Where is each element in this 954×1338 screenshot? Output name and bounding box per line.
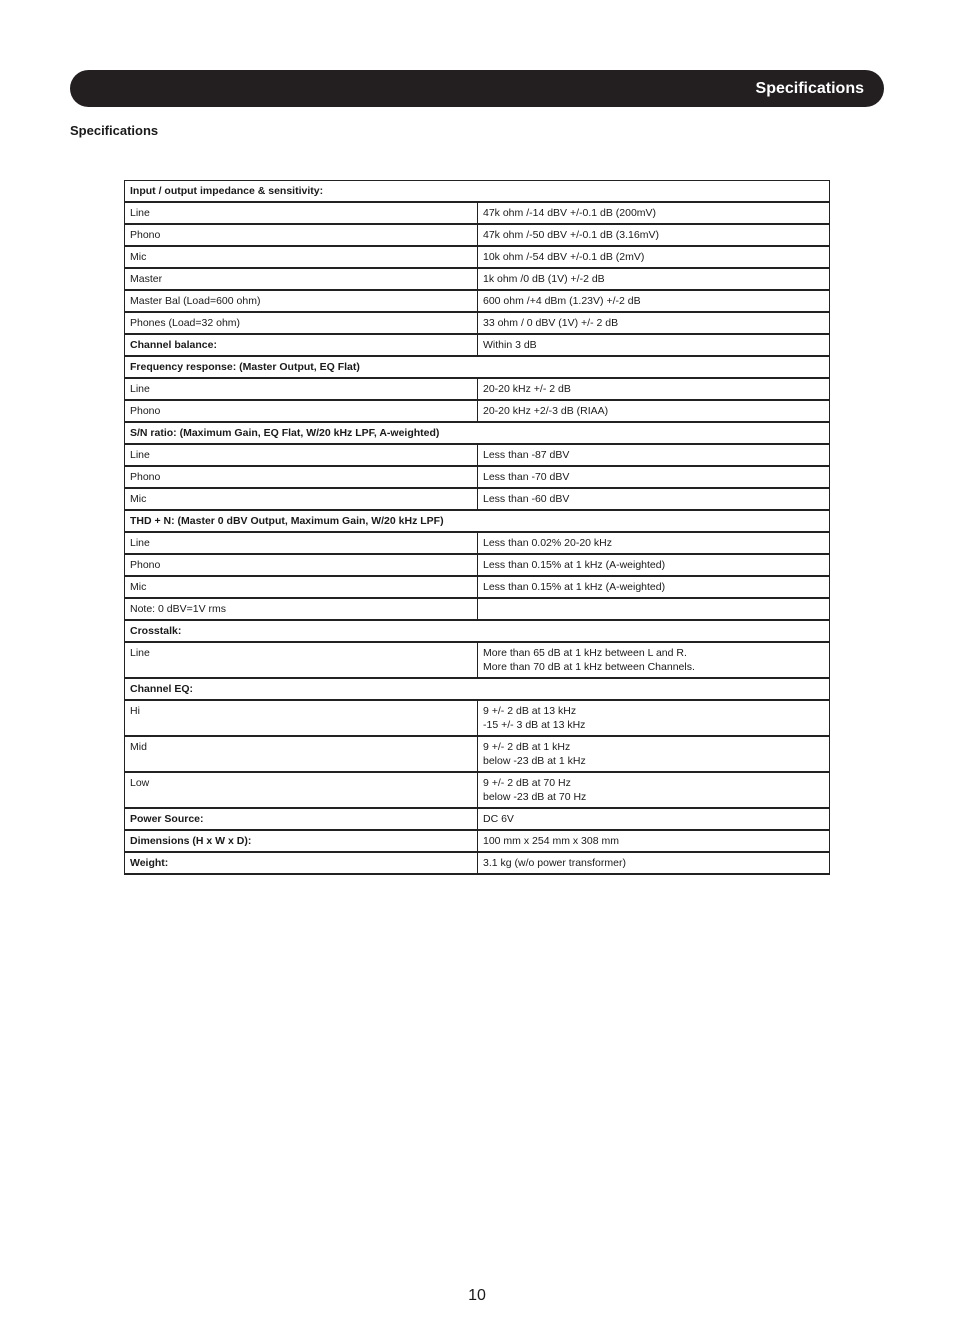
table-row (125, 334, 830, 356)
table-row (125, 290, 830, 312)
row-label: Dimensions (H x W x D): (125, 830, 478, 852)
row-value: Less than -60 dBV (478, 488, 830, 510)
table-row (125, 772, 830, 808)
table-row (125, 736, 830, 772)
row-label: Phono (125, 400, 478, 422)
row-value: 47k ohm /-14 dBV +/-0.1 dB (200mV) (478, 202, 830, 224)
row-label: Line (125, 642, 478, 678)
row-label: Phono (125, 224, 478, 246)
row-value: 20-20 kHz +/- 2 dB (478, 378, 830, 400)
row-value: DC 6V (478, 808, 830, 830)
row-value: 1k ohm /0 dB (1V) +/-2 dB (478, 268, 830, 290)
table-row-header (125, 422, 830, 444)
row-value: Less than 0.02% 20-20 kHz (478, 532, 830, 554)
table-row (125, 224, 830, 246)
row-label: Mic (125, 576, 478, 598)
row-label: Line (125, 532, 478, 554)
header-bar (70, 70, 884, 107)
row-value: Within 3 dB (478, 334, 830, 356)
table-row-header (125, 356, 830, 378)
row-label: Mic (125, 488, 478, 510)
row-value (478, 736, 830, 772)
row-label: Phones (Load=32 ohm) (125, 312, 478, 334)
table-row (125, 312, 830, 334)
row-value-line: More than 70 dB at 1 kHz between Channels. (483, 661, 695, 673)
row-value: 3.1 kg (w/o power transformer) (478, 852, 830, 874)
table-row (125, 400, 830, 422)
table-row (125, 576, 830, 598)
table-row (125, 444, 830, 466)
table-row (125, 268, 830, 290)
row-value: 10k ohm /-54 dBV +/-0.1 dB (2mV) (478, 246, 830, 268)
row-label: Hi (125, 700, 478, 736)
row-value: 20-20 kHz +2/-3 dB (RIAA) (478, 400, 830, 422)
table-row (125, 554, 830, 576)
table-row (125, 246, 830, 268)
row-label: Line (125, 202, 478, 224)
note-label: Note: 0 dBV=1V rms (125, 598, 478, 620)
row-value: 33 ohm / 0 dBV (1V) +/- 2 dB (478, 312, 830, 334)
table-row-header (125, 510, 830, 532)
table-row-header (125, 620, 830, 642)
row-label: Phono (125, 554, 478, 576)
sn-header: S/N ratio: (Maximum Gain, EQ Flat, W/20 kHz LPF, A-weighted) (125, 422, 830, 444)
spec-table (124, 180, 830, 875)
section-title: Specifications (70, 123, 159, 138)
header-title: Specifications (755, 80, 864, 97)
row-label: Line (125, 378, 478, 400)
row-label: Power Source: (125, 808, 478, 830)
table-row (125, 532, 830, 554)
row-value-line: More than 65 dB at 1 kHz between L and R. (483, 647, 687, 659)
page-number: 10 (468, 1287, 486, 1304)
row-label: Phono (125, 466, 478, 488)
table-row (125, 488, 830, 510)
row-label: Low (125, 772, 478, 808)
table-row (125, 808, 830, 830)
thd-header: THD + N: (Master 0 dBV Output, Maximum Gain, W/20 kHz LPF) (125, 510, 830, 532)
table-row (125, 700, 830, 736)
table-row (125, 852, 830, 874)
impedance-header: Input / output impedance & sensitivity: (125, 181, 830, 203)
row-value-line: below -23 dB at 70 Hz (483, 791, 587, 803)
table-row (125, 378, 830, 400)
row-label: Mic (125, 246, 478, 268)
row-value-line: 9 +/- 2 dB at 70 Hz (483, 777, 571, 789)
table-row (125, 830, 830, 852)
row-value-line: 9 +/- 2 dB at 13 kHz (483, 705, 577, 717)
table-row-header (125, 181, 830, 203)
row-value: 100 mm x 254 mm x 308 mm (478, 830, 830, 852)
row-value: 47k ohm /-50 dBV +/-0.1 dB (3.16mV) (478, 224, 830, 246)
row-value: Less than -87 dBV (478, 444, 830, 466)
row-label: Master Bal (Load=600 ohm) (125, 290, 478, 312)
row-value-empty (478, 598, 830, 620)
table-row (125, 202, 830, 224)
row-value (478, 772, 830, 808)
freq-header: Frequency response: (Master Output, EQ Flat) (125, 356, 830, 378)
crosstalk-header: Crosstalk: (125, 620, 830, 642)
row-label: Channel balance: (125, 334, 478, 356)
row-label: Line (125, 444, 478, 466)
row-value: 600 ohm /+4 dBm (1.23V) +/-2 dB (478, 290, 830, 312)
row-value: Less than -70 dBV (478, 466, 830, 488)
eq-header: Channel EQ: (125, 678, 830, 700)
row-value: Less than 0.15% at 1 kHz (A-weighted) (478, 554, 830, 576)
row-value: Less than 0.15% at 1 kHz (A-weighted) (478, 576, 830, 598)
table-row (125, 466, 830, 488)
row-value-line: 9 +/- 2 dB at 1 kHz (483, 741, 571, 753)
table-row-header (125, 678, 830, 700)
row-value-line: -15 +/- 3 dB at 13 kHz (483, 719, 586, 731)
table-row (125, 598, 830, 620)
row-value-line: below -23 dB at 1 kHz (483, 755, 586, 767)
row-label: Mid (125, 736, 478, 772)
row-value (478, 642, 830, 678)
row-value (478, 700, 830, 736)
row-label: Master (125, 268, 478, 290)
table-row (125, 642, 830, 678)
row-label: Weight: (125, 852, 478, 874)
